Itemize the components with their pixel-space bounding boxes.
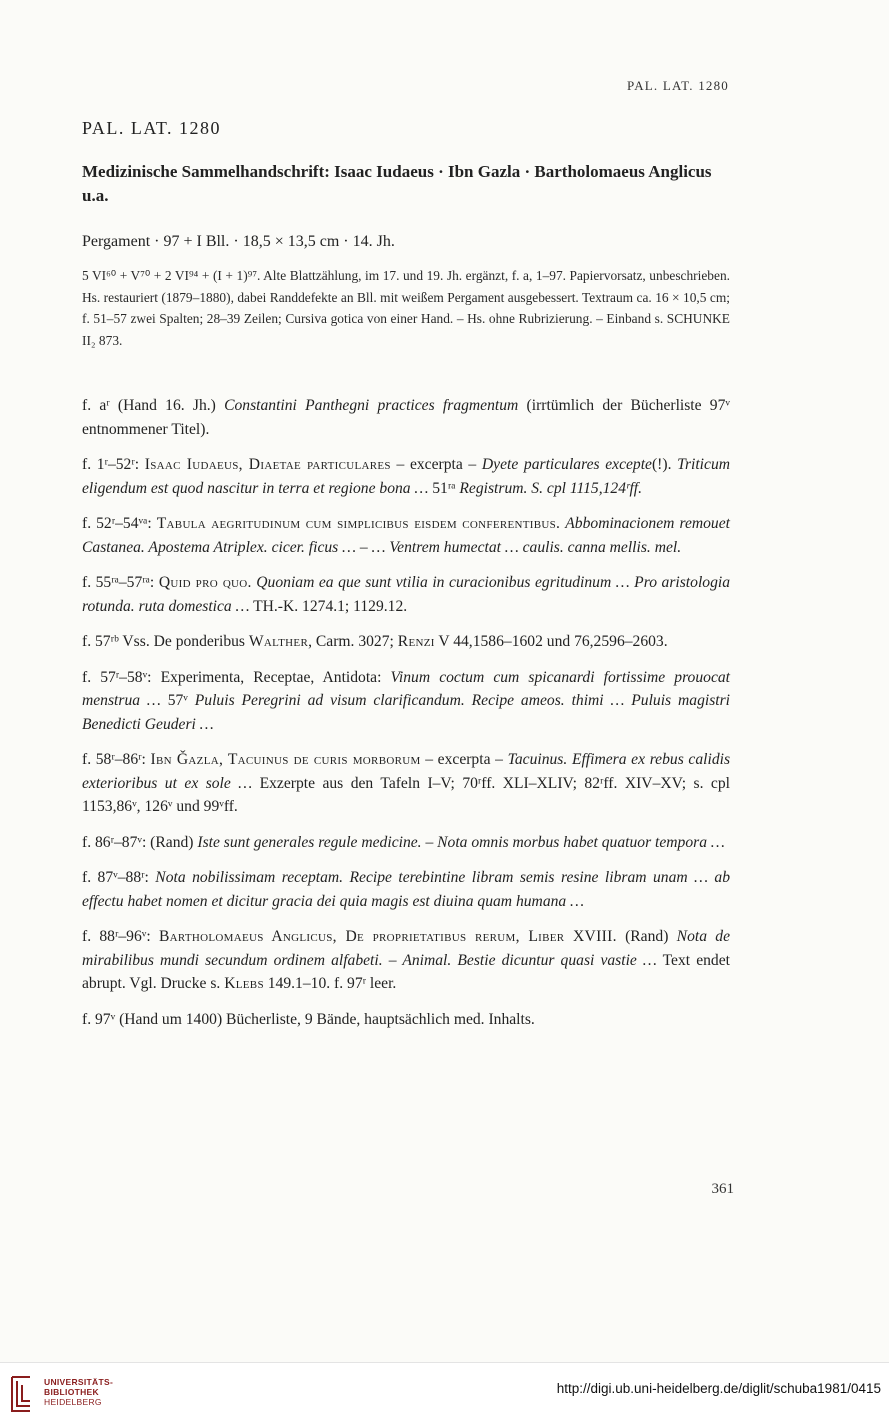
entry-text-segment: Tabula aegritudinum cum simplicibus eisdem conferentibus. <box>156 515 561 532</box>
entry-f-57-58 <box>82 666 730 737</box>
entry-f-87-88 <box>82 866 730 913</box>
library-logo-icon <box>8 1371 34 1415</box>
library-name-line-1: UNIVERSITÄTS- <box>44 1377 114 1387</box>
entry-f-52-54 <box>82 512 730 559</box>
entry-f-58-86 <box>82 748 730 819</box>
entry-text-segment: Registrum. S. cpl 1115,124ʳff. <box>459 479 643 497</box>
library-name-line-3: HEIDELBERG <box>44 1397 102 1407</box>
entry-text-segment: Isaac Iudaeus, Diaetae particulares <box>144 456 391 473</box>
physical-description: Pergament · 97 + I Bll. · 18,5 × 13,5 cm · 14. Jh. <box>82 233 395 250</box>
entry-text-segment: f. 97ᵛ (Hand um 1400) Bücherliste, 9 Bände, hauptsächlich med. Inhalts. <box>82 1010 535 1028</box>
entry-text-segment: Quid pro quo. <box>158 574 252 591</box>
entry-text-segment: – excerpta – <box>390 456 482 473</box>
entry-f-88-96 <box>82 925 730 996</box>
entry-text-segment: V 44,1586–1602 und 76,2596–2603. <box>434 633 668 650</box>
manuscript-title: Medizinische Sammelhandschrift: Isaac Iudaeus · Ibn Gazla · Bartholomaeus Anglicus u.a. <box>82 162 712 205</box>
shelfmark-heading: PAL. LAT. 1280 <box>82 118 222 138</box>
entry-text-segment: Quoniam ea que sunt vtilia in curacionibus egritudinum … Pro aristologia rotunda. ruta domestica … <box>82 574 730 615</box>
entry-text-segment: (irrtümlich der Bücherliste 97ᵛ entnommener Titel). <box>82 397 730 438</box>
entry-text-segment: Puluis Peregrini ad visum clarificandum. Recipe ameos. thimi … Puluis magistri Benedicti Geuderi … <box>82 692 731 733</box>
running-head: PAL. LAT. 1280 <box>626 78 729 93</box>
page-number: 361 <box>711 1181 734 1197</box>
entry-text-segment: Vinum coctum cum spicanardi fortissime prouocat menstrua … <box>82 668 730 709</box>
entry-f-86-87 <box>82 831 730 855</box>
entry-text-segment: Ibn Ǧazla, Tacuinus de curis morborum <box>150 751 421 768</box>
entry-text-segment: (Rand) <box>616 928 677 945</box>
entry-text-segment: f. 88ʳ–96ᵛ: <box>82 928 159 945</box>
entry-text-segment: Tacuinus. Effimera ex rebus calidis exterioribus ut ex sole … <box>82 751 731 792</box>
entry-text-segment: Iste sunt generales regule medicine. – Nota omnis morbus habet quatuor tempora … <box>197 833 725 851</box>
entry-text-segment: Dyete particulares excepte <box>481 456 652 473</box>
entry-text-segment: Triticum eligendum est quod nascitur in terra et regione bona … <box>82 456 730 497</box>
entry-text-segment: – excerpta – <box>420 751 508 768</box>
entry-text-segment: f. 57ʳᵇ Vss. De ponderibus <box>82 633 249 650</box>
entry-text-segment: f. 86ʳ–87ᵛ: (Rand) <box>82 833 198 851</box>
entry-text-segment: Nota de mirabilibus mundi secundum ordinem alfabeti. – Animal. Bestie dicuntur quasi vastie … <box>82 928 730 969</box>
entry-text-segment: Exzerpte aus den Tafeln I–V; 70ʳff. XLI–XLIV; 82ʳff. XIV–XV; s. cpl 1153,86ᵛ, 126ᵛ und 99ᵛff. <box>82 774 730 815</box>
entry-text-segment: f. 1ʳ–52ʳ: <box>82 456 145 473</box>
permalink-url[interactable]: http://digi.ub.uni-heidelberg.de/diglit/schuba1981/0415 <box>556 1381 881 1396</box>
entry-text-segment: 149.1–10. f. 97ʳ leer. <box>263 975 397 992</box>
footer-bar <box>0 1362 889 1427</box>
entry-f-1-52 <box>82 453 730 500</box>
entry-f-97 <box>82 1008 730 1032</box>
entry-text-segment: f. 58ʳ–86ʳ: <box>82 751 151 768</box>
entry-text-segment: Text endet abrupt. Vgl. Drucke s. <box>82 951 730 992</box>
entry-f-55-57 <box>82 571 730 618</box>
entry-text-segment: Constantini Panthegni practices fragmentum <box>224 397 519 414</box>
entry-text-segment: Klebs <box>224 975 264 992</box>
entry-text-segment: , Carm. 3027; <box>308 633 398 650</box>
entry-text-segment: f. 55ʳᵃ–57ʳᵃ: <box>82 574 159 591</box>
entry-text-segment: Renzi <box>397 633 435 650</box>
collation-paragraph: 5 VI⁶⁰ + V⁷⁰ + 2 VI⁹⁴ + (I + 1)⁹⁷. Alte Blattzählung, im 17. und 19. Jh. ergänzt, f. a, 1–97. Papiervorsatz, unbeschrieben. Hs. restauriert (1879–1880), dabei Randdefekte an Bll. mit weißem Pergament ausgebessert. Textraum ca. 16 × 10,5 cm; f. 51–57 zwei Spalten; 28–39 Zeilen; Cursiva gotica von einer Hand. – Hs. ohne Rubrizierung. – Einband s. SCHUNKE II₂ 873. <box>82 268 730 348</box>
entry-text-segment: TH.-K. 1274.1; 1129.12. <box>249 597 408 615</box>
entry-text-segment: Abbominacionem remouet Castanea. Apostema Atriplex. cicer. ficus … – … Ventrem humectat … caulis. canna mellis. mel. <box>82 515 730 556</box>
entry-text-segment: (!). <box>651 456 678 473</box>
entry-text-segment: 57ᵛ <box>160 692 195 709</box>
library-name-line-2: BIBLIOTHEK <box>44 1387 99 1397</box>
entry-f-a <box>82 394 730 441</box>
entry-text-segment: Walther <box>248 633 309 650</box>
entry-f-57-vss <box>82 630 730 654</box>
entry-text-segment: Bartholomaeus Anglicus, De proprietatibus rerum, Liber XVIII. <box>158 928 617 945</box>
entry-text-segment: f. 57ʳ–58ᵛ: Experimenta, Receptae, Antidota: <box>82 668 391 686</box>
content-entries <box>82 394 730 1043</box>
entry-text-segment: 51ʳᵃ <box>428 479 460 497</box>
entry-text-segment: f. aʳ (Hand 16. Jh.) <box>82 397 225 414</box>
library-name <box>44 1377 113 1407</box>
entry-text-segment: f. 87ᵛ–88ʳ: <box>82 869 156 886</box>
entry-text-segment: f. 52ʳ–54ᵛᵃ: <box>82 515 157 532</box>
entry-text-segment: Nota nobilissimam receptam. Recipe terebintine libram semis resine libram unam … ab effectu habet nomen et dicitur gracia dei quia magis est diuina quam humana … <box>82 869 730 910</box>
